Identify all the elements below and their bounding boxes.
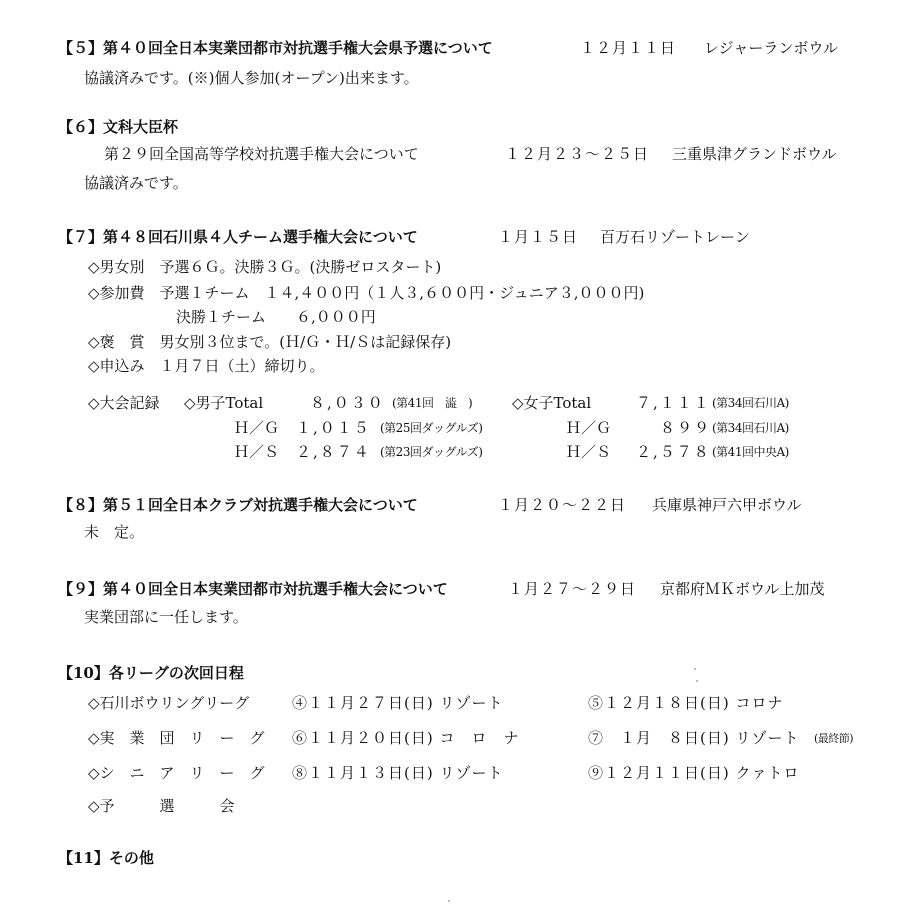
league-jitsugyodan-next2: ⑦ １月 ８日(日) リゾート — [588, 729, 800, 747]
sec6-venue: 三重県津グランドボウル — [672, 145, 837, 163]
women-hg-note: (第34回石川A) — [712, 421, 789, 435]
sec7-venue: 百万石リゾートレーン — [600, 228, 750, 246]
sec6-date: １２月２３～２５日 — [505, 145, 650, 163]
women-total-note: (第34回石川A) — [712, 396, 789, 410]
league-ishikawa-next1: ④１１月２７日(日) リゾート — [292, 694, 504, 712]
men-total-value: ８,０３０ — [310, 394, 385, 412]
sec9-date: １月２７～２９日 — [508, 580, 637, 598]
sec5-venue: レジャーランボウル — [704, 39, 838, 57]
sec9-venue: 京都府ＭＫボウル上加茂 — [660, 580, 825, 598]
women-hg-label: Ｈ／Ｇ — [566, 419, 612, 437]
sec5-note: 協議済みです。(※)個人参加(オープン)出来ます。 — [84, 69, 419, 87]
women-hs-label: Ｈ／Ｓ — [566, 443, 612, 461]
league-row-ishikawa: ◇石川ボウリングリーグ — [88, 694, 250, 712]
sec8-date: １月２０～２２日 — [498, 496, 627, 514]
sec11-heading: 【11】その他 — [58, 849, 154, 867]
sec7-item-deadline: ◇申込み １月７日（土）締切り。 — [88, 357, 325, 375]
sec6-note: 協議済みです。 — [84, 174, 188, 192]
league-row-jitsugyodan: ◇実 業 団 リ ー グ — [88, 729, 265, 747]
league-jitsugyodan-next1: ⑥１１月２０日(日) コ ロ ナ — [292, 729, 520, 747]
sec7-item-gender: ◇男女別 予選６Ｇ。決勝３Ｇ。(決勝ゼロスタート) — [88, 258, 442, 276]
league-jitsugyodan-next2-note: (最終節) — [814, 732, 854, 745]
league-senior-next2: ⑨１２月１１日(日) クァトロ — [588, 764, 800, 782]
men-hs-note: (第23回ダッグルズ) — [380, 445, 483, 459]
women-hs-note: (第41回中央A) — [712, 445, 789, 459]
men-hs-value: ２,８７４ — [296, 443, 371, 461]
women-total-label: ◇女子Total — [512, 394, 592, 412]
sec8-venue: 兵庫県神戸六甲ボウル — [652, 496, 802, 514]
sec7-item-award: ◇褒 賞 男女別３位まで。(Ｈ/Ｇ・Ｈ/Ｓは記録保存) — [88, 333, 452, 351]
sec8-note: 未 定。 — [84, 523, 145, 541]
sec5-date: １２月１１日 — [580, 39, 677, 57]
women-hs-value: ２,５７８ — [636, 443, 711, 461]
sec10-heading: 【10】各リーグの次回日程 — [58, 664, 244, 682]
men-total-label: ◇男子Total — [184, 394, 264, 412]
sec7-item-fee: ◇参加費 予選１チーム １４,４００円（１人３,６００円・ジュニア３,０００円) — [88, 284, 645, 302]
men-hg-label: Ｈ／Ｇ — [234, 419, 280, 437]
sec7-item-fee-final: 決勝１チーム ６,０００円 — [176, 308, 376, 326]
scan-speck — [696, 680, 698, 682]
sec8-heading: 【８】第５１回全日本クラブ対抗選手権大会について — [58, 496, 418, 514]
men-hg-value: １,０１５ — [296, 419, 371, 437]
women-total-value: ７,１１１ — [636, 394, 711, 412]
men-total-note: (第41回 澁 ) — [392, 396, 473, 410]
sec7-date: １月１５日 — [498, 228, 579, 246]
league-row-yosenkai: ◇予 選 会 — [88, 797, 235, 815]
sec9-note: 実業団部に一任します。 — [84, 608, 248, 626]
sec6-heading: 【６】文科大臣杯 — [58, 118, 179, 136]
sec5-heading: 【５】第４０回全日本実業団都市対抗選手権大会県予選について — [58, 39, 493, 57]
scan-speck — [694, 668, 696, 670]
records-label: ◇大会記録 — [88, 394, 160, 412]
scan-speck — [448, 900, 450, 902]
women-hg-value: ８９９ — [660, 419, 712, 437]
sec7-heading: 【７】第４８回石川県４人チーム選手権大会について — [58, 228, 418, 246]
sec6-title: 第２９回全国高等学校対抗選手権大会について — [104, 145, 419, 163]
sec9-heading: 【９】第４０回全日本実業団都市対抗選手権大会について — [58, 580, 448, 598]
men-hg-note: (第25回ダッグルズ) — [380, 421, 483, 435]
league-senior-next1: ⑧１１月１３日(日) リゾート — [292, 764, 504, 782]
league-ishikawa-next2: ⑤１２月１８日(日) コロナ — [588, 694, 784, 712]
league-row-senior: ◇シ ニ ア リ ー グ — [88, 764, 265, 782]
men-hs-label: Ｈ／Ｓ — [234, 443, 280, 461]
